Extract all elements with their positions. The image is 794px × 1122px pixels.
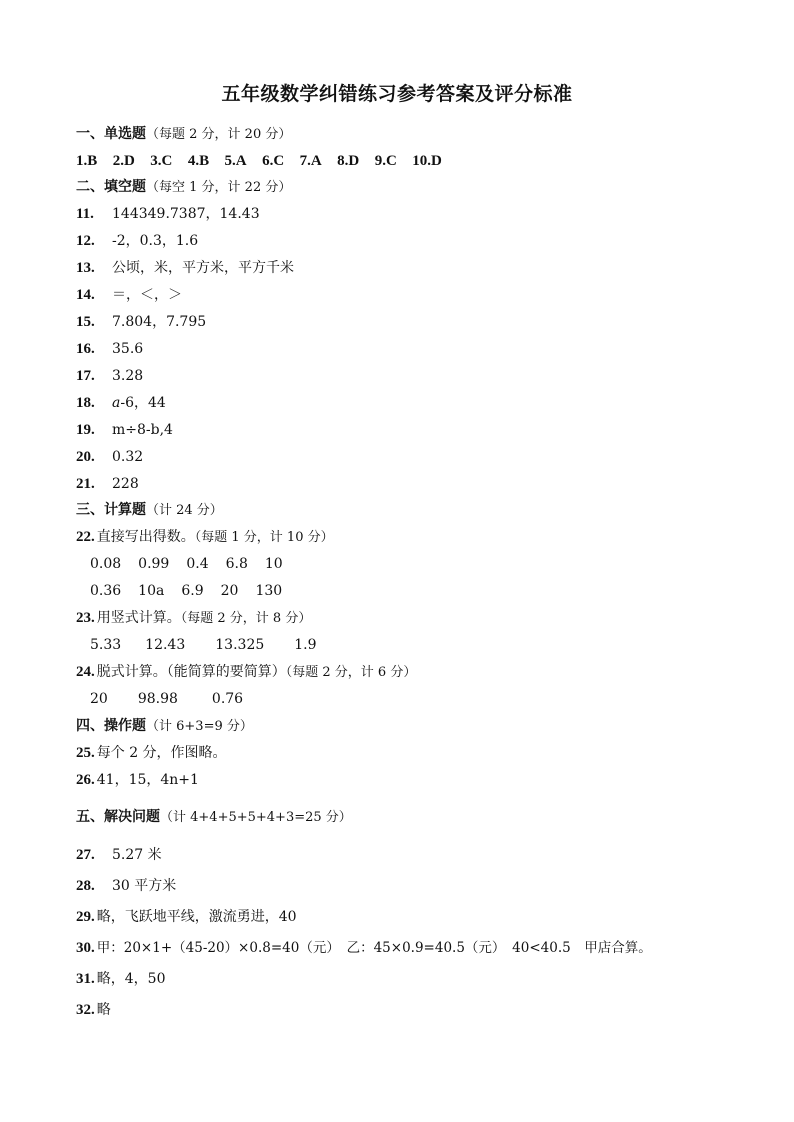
answer-item	[76, 286, 182, 304]
answer-text: 公顷，米，平方米，平方千米	[112, 260, 294, 276]
mc-answer: 5.A	[224, 153, 247, 169]
section-note: （计 4+4+5+5+4+3=25 分）	[160, 810, 352, 825]
question-24	[76, 663, 416, 682]
answer-text: 30 平方米	[112, 878, 177, 894]
answer-item	[76, 1001, 111, 1019]
section-note: （每题 2 分，计 20 分）	[146, 127, 292, 142]
answer-item	[76, 367, 143, 385]
answer-text: ＝，＜，＞	[112, 287, 182, 303]
question-number: 25.	[76, 745, 95, 761]
answer-item	[76, 908, 297, 926]
answer-text: 41，15，4n+1	[96, 772, 199, 788]
section-note: （每空 1 分，计 22 分）	[146, 180, 292, 195]
answer-value: 0.36	[90, 583, 122, 599]
answer-value: 20	[90, 691, 108, 707]
question-number: 31.	[76, 971, 95, 987]
answer-item	[76, 205, 260, 223]
answer-value: 20	[220, 583, 239, 599]
section-note: （计 6+3=9 分）	[146, 719, 253, 734]
answer-text: 3.28	[112, 368, 144, 384]
answer-item	[76, 448, 143, 466]
question-note: （每题 2 分，计 8 分）	[180, 611, 312, 626]
question-number: 22.	[76, 529, 95, 545]
question-number: 26.	[76, 772, 95, 788]
question-number: 16.	[76, 341, 95, 357]
answer-value: 10a	[138, 583, 165, 599]
mc-answer: 8.D	[337, 153, 360, 169]
question-number: 28.	[76, 878, 95, 894]
answer-item	[76, 340, 143, 358]
question-23	[76, 609, 311, 628]
answer-text: 5.27 米	[112, 847, 162, 863]
mc-answer: 2.D	[112, 153, 135, 169]
answer-row	[90, 555, 300, 573]
question-number: 29.	[76, 909, 95, 925]
question-note: （每题 1 分，计 10 分）	[194, 530, 334, 545]
question-number: 30.	[76, 940, 95, 956]
section-title: 一、单选题	[76, 126, 146, 142]
section-note: （计 24 分）	[146, 503, 223, 518]
answer-value: 0.4	[186, 556, 209, 572]
mc-answer: 1.B	[76, 153, 98, 169]
answer-variable: a	[112, 395, 121, 411]
answer-item	[76, 846, 162, 864]
answer-value: 10	[264, 556, 283, 572]
answer-item	[76, 939, 652, 957]
question-number: 21.	[76, 476, 95, 492]
answer-row	[90, 582, 299, 600]
question-number: 14.	[76, 287, 95, 303]
question-number: 27.	[76, 847, 95, 863]
answer-value: 5.33	[90, 637, 122, 653]
answer-row	[90, 636, 334, 654]
answer-text: 35.6	[112, 341, 144, 357]
page-title: 五年级数学纠错练习参考答案及评分标准	[221, 83, 573, 105]
question-number: 15.	[76, 314, 95, 330]
section-heading-fill-blank	[76, 178, 291, 197]
mc-answer: 9.C	[374, 153, 397, 169]
answer-text: 0.32	[112, 449, 144, 465]
question-text: 直接写出得数。	[96, 529, 195, 545]
answer-item	[76, 970, 165, 988]
answer-text: 144349.7387，14.43	[112, 206, 260, 222]
mc-answer: 10.D	[412, 153, 442, 169]
question-number: 12.	[76, 233, 95, 249]
answer-text: 每个 2 分，作图略。	[96, 745, 227, 761]
answer-item	[76, 421, 173, 439]
section-title: 五、解决问题	[76, 809, 160, 825]
section-title: 四、操作题	[76, 718, 146, 734]
mc-answers-row	[76, 152, 453, 170]
question-number: 19.	[76, 422, 95, 438]
answer-text: 略，4，50	[96, 971, 166, 987]
answer-text: 略，飞跃地平线，激流勇进，40	[96, 909, 297, 925]
answer-text: 7.804，7.795	[112, 314, 207, 330]
answer-value: 98.98	[137, 691, 178, 707]
answer-item	[76, 232, 198, 250]
answer-text: -2，0.3，1.6	[112, 233, 199, 249]
mc-answer: 6.C	[262, 153, 285, 169]
answer-value: 13.325	[215, 637, 265, 653]
answer-text: 甲：20×1+（45-20）×0.8=40（元） 乙：45×0.9=40.5（元） 40<40.5 甲店合算。	[96, 940, 652, 956]
question-text: 用竖式计算。	[96, 610, 181, 626]
answer-value: 0.76	[211, 691, 244, 707]
question-note: （每题 2 分，计 6 分）	[285, 665, 417, 680]
answer-item	[76, 744, 227, 762]
answer-value: 0.08	[90, 556, 122, 572]
answer-item	[76, 475, 139, 493]
answer-value: 6.8	[225, 556, 248, 572]
question-22	[76, 528, 334, 547]
mc-answer: 3.C	[150, 153, 173, 169]
question-number: 18.	[76, 395, 95, 411]
section-title: 二、填空题	[76, 179, 146, 195]
answer-text: 略	[96, 1002, 111, 1018]
question-number: 11.	[76, 206, 94, 222]
question-number: 32.	[76, 1002, 95, 1018]
section-title: 三、计算题	[76, 502, 146, 518]
question-number: 23.	[76, 610, 95, 626]
answer-item	[76, 259, 294, 277]
answer-value: 1.9	[294, 637, 317, 653]
mc-answer: 7.A	[299, 153, 322, 169]
answer-item	[76, 877, 176, 895]
answer-value: 0.99	[138, 556, 170, 572]
section-heading-problem-solving	[76, 808, 352, 827]
answer-value: 130	[255, 583, 283, 599]
answer-item	[76, 313, 206, 331]
section-heading-single-choice	[76, 125, 291, 144]
answer-text: m÷8-b,4	[112, 422, 173, 438]
question-number: 17.	[76, 368, 95, 384]
question-number: 20.	[76, 449, 95, 465]
section-heading-calculation	[76, 501, 223, 520]
mc-answer: 4.B	[187, 153, 210, 169]
question-text: 脱式计算。（能简算的要简算）	[96, 664, 286, 680]
section-heading-operation	[76, 717, 253, 736]
answer-item	[76, 394, 166, 412]
answer-value: 6.9	[181, 583, 204, 599]
answer-text: -6，44	[120, 395, 166, 411]
answer-value: 12.43	[145, 637, 186, 653]
answer-row	[90, 690, 260, 708]
answer-text: 228	[112, 476, 139, 492]
question-number: 24.	[76, 664, 95, 680]
answer-item	[76, 771, 199, 789]
question-number: 13.	[76, 260, 95, 276]
